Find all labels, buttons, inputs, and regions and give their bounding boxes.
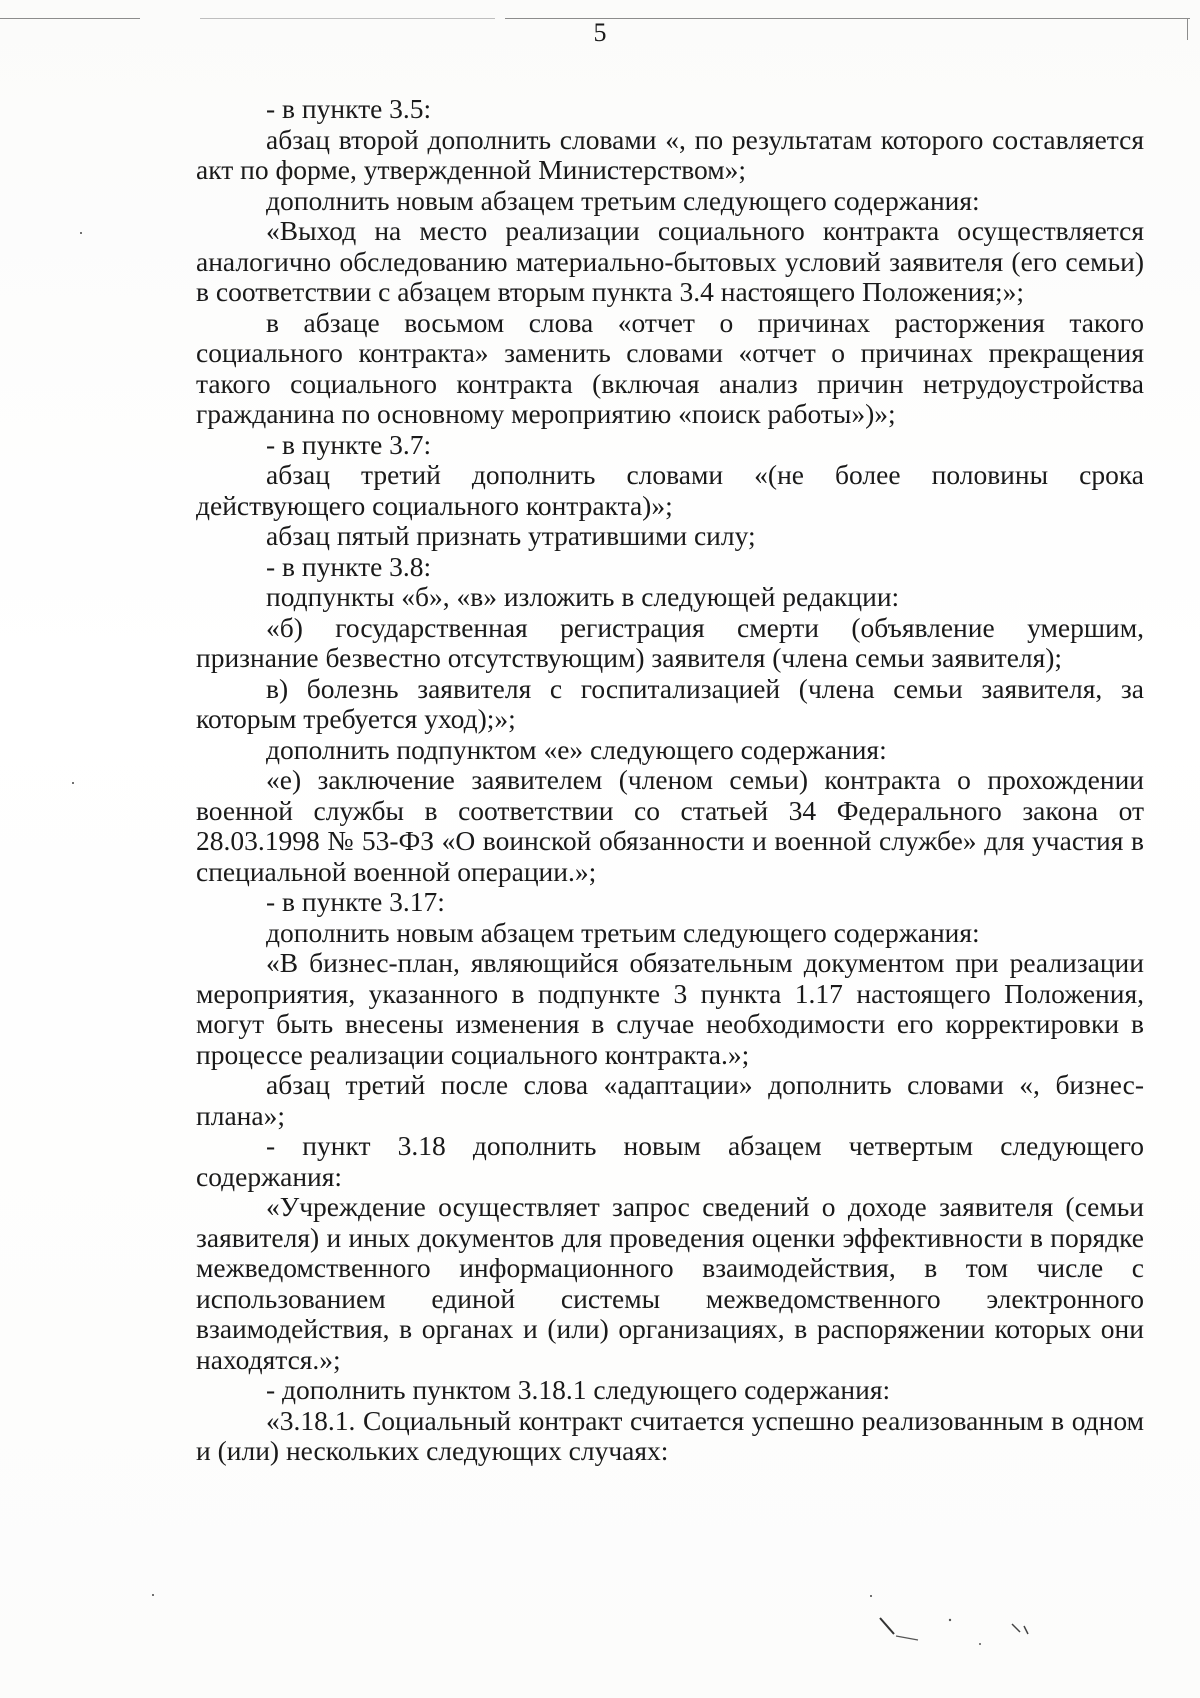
paragraph: «б) государственная регистрация смерти (объявление умершим, признание безвестно отсутствующим) заявителя (члена семьи заявителя); [196,611,1144,673]
scan-speck [80,232,82,234]
scan-speck [152,1594,154,1596]
paragraph: «3.18.1. Социальный контракт считается успешно реализованным в одном и (или) нескольких следующих случаях: [196,1404,1144,1466]
paragraph: абзац второй дополнить словами «, по результатам которого составляется акт по форме, утвержденной Министерством»; [196,123,1144,185]
paragraph: «Учреждение осуществляет запрос сведений о доходе заявителя (семьи заявителя) и иных документов для проведения оценки эффективности в порядке межведомственного информационного взаимодействия, в том числе с использованием единой системы межведомственного электронного взаимодействия, в органах и (или) организациях, в распоряжении которых они находятся.»; [196,1191,1144,1375]
paragraph: в) болезнь заявителя с госпитализацией (члена семьи заявителя, за которым требуется уход);»; [196,672,1144,734]
paragraph: в абзаце восьмом слова «отчет о причинах расторжения такого социального контракта» заменить словами «отчет о причинах прекращения такого социального контракта (включая анализ причин нетрудоустройства гражданина по основному мероприятию «поиск работы»)»; [196,306,1144,429]
document-body [196,94,1144,1467]
paragraph: - дополнить пунктом 3.18.1 следующего содержания: [266,1374,891,1405]
paragraph: абзац пятый признать утратившими силу; [266,520,756,551]
paragraph: - в пункте 3.7: [266,428,432,460]
paragraph: дополнить подпунктом «е» следующего содержания: [266,733,887,765]
paragraph: «В бизнес-план, являющийся обязательным документом при реализации мероприятия, указанного в подпункте 3 пункта 1.17 настоящего Положения, могут быть внесены изменения в случае необходимости его корректировки в процессе реализации социального контракта.»; [196,947,1144,1070]
paragraph: «е) заключение заявителем (членом семьи) контракта о прохождении военной службы в соответствии со статьей 34 Федерального закона от 28.03.1998 № 53-ФЗ «О воинской обязанности и военной службе» для участия в специальной военной операции.»; [196,764,1144,887]
scan-speck [72,782,74,784]
ink-mark [860,1590,1060,1650]
paragraph: - пункт 3.18 дополнить новым абзацем четвертым следующего содержания: [196,1130,1144,1192]
paragraph: - в пункте 3.17: [266,886,445,917]
paragraph: абзац третий дополнить словами «(не более половины срока действующего социального контракта)»; [196,459,1144,521]
paragraph: - в пункте 3.5: [266,93,432,124]
paragraph: «Выход на место реализации социального контракта осуществляется аналогично обследованию материально-бытовых условий заявителя (его семьи) в соответствии с абзацем вторым пункта 3.4 настоящего Положения;»; [196,215,1144,307]
page-number: 5 [593,18,607,47]
paragraph: подпункты «б», «в» изложить в следующей редакции: [266,581,900,612]
paragraph: дополнить новым абзацем третьим следующего содержания: [266,916,980,948]
paragraph: - в пункте 3.8: [266,550,432,582]
paragraph: дополнить новым абзацем третьим следующего содержания: [266,184,980,216]
paragraph: абзац третий после слова «адаптации» дополнить словами «, бизнес-плана»; [196,1069,1144,1131]
